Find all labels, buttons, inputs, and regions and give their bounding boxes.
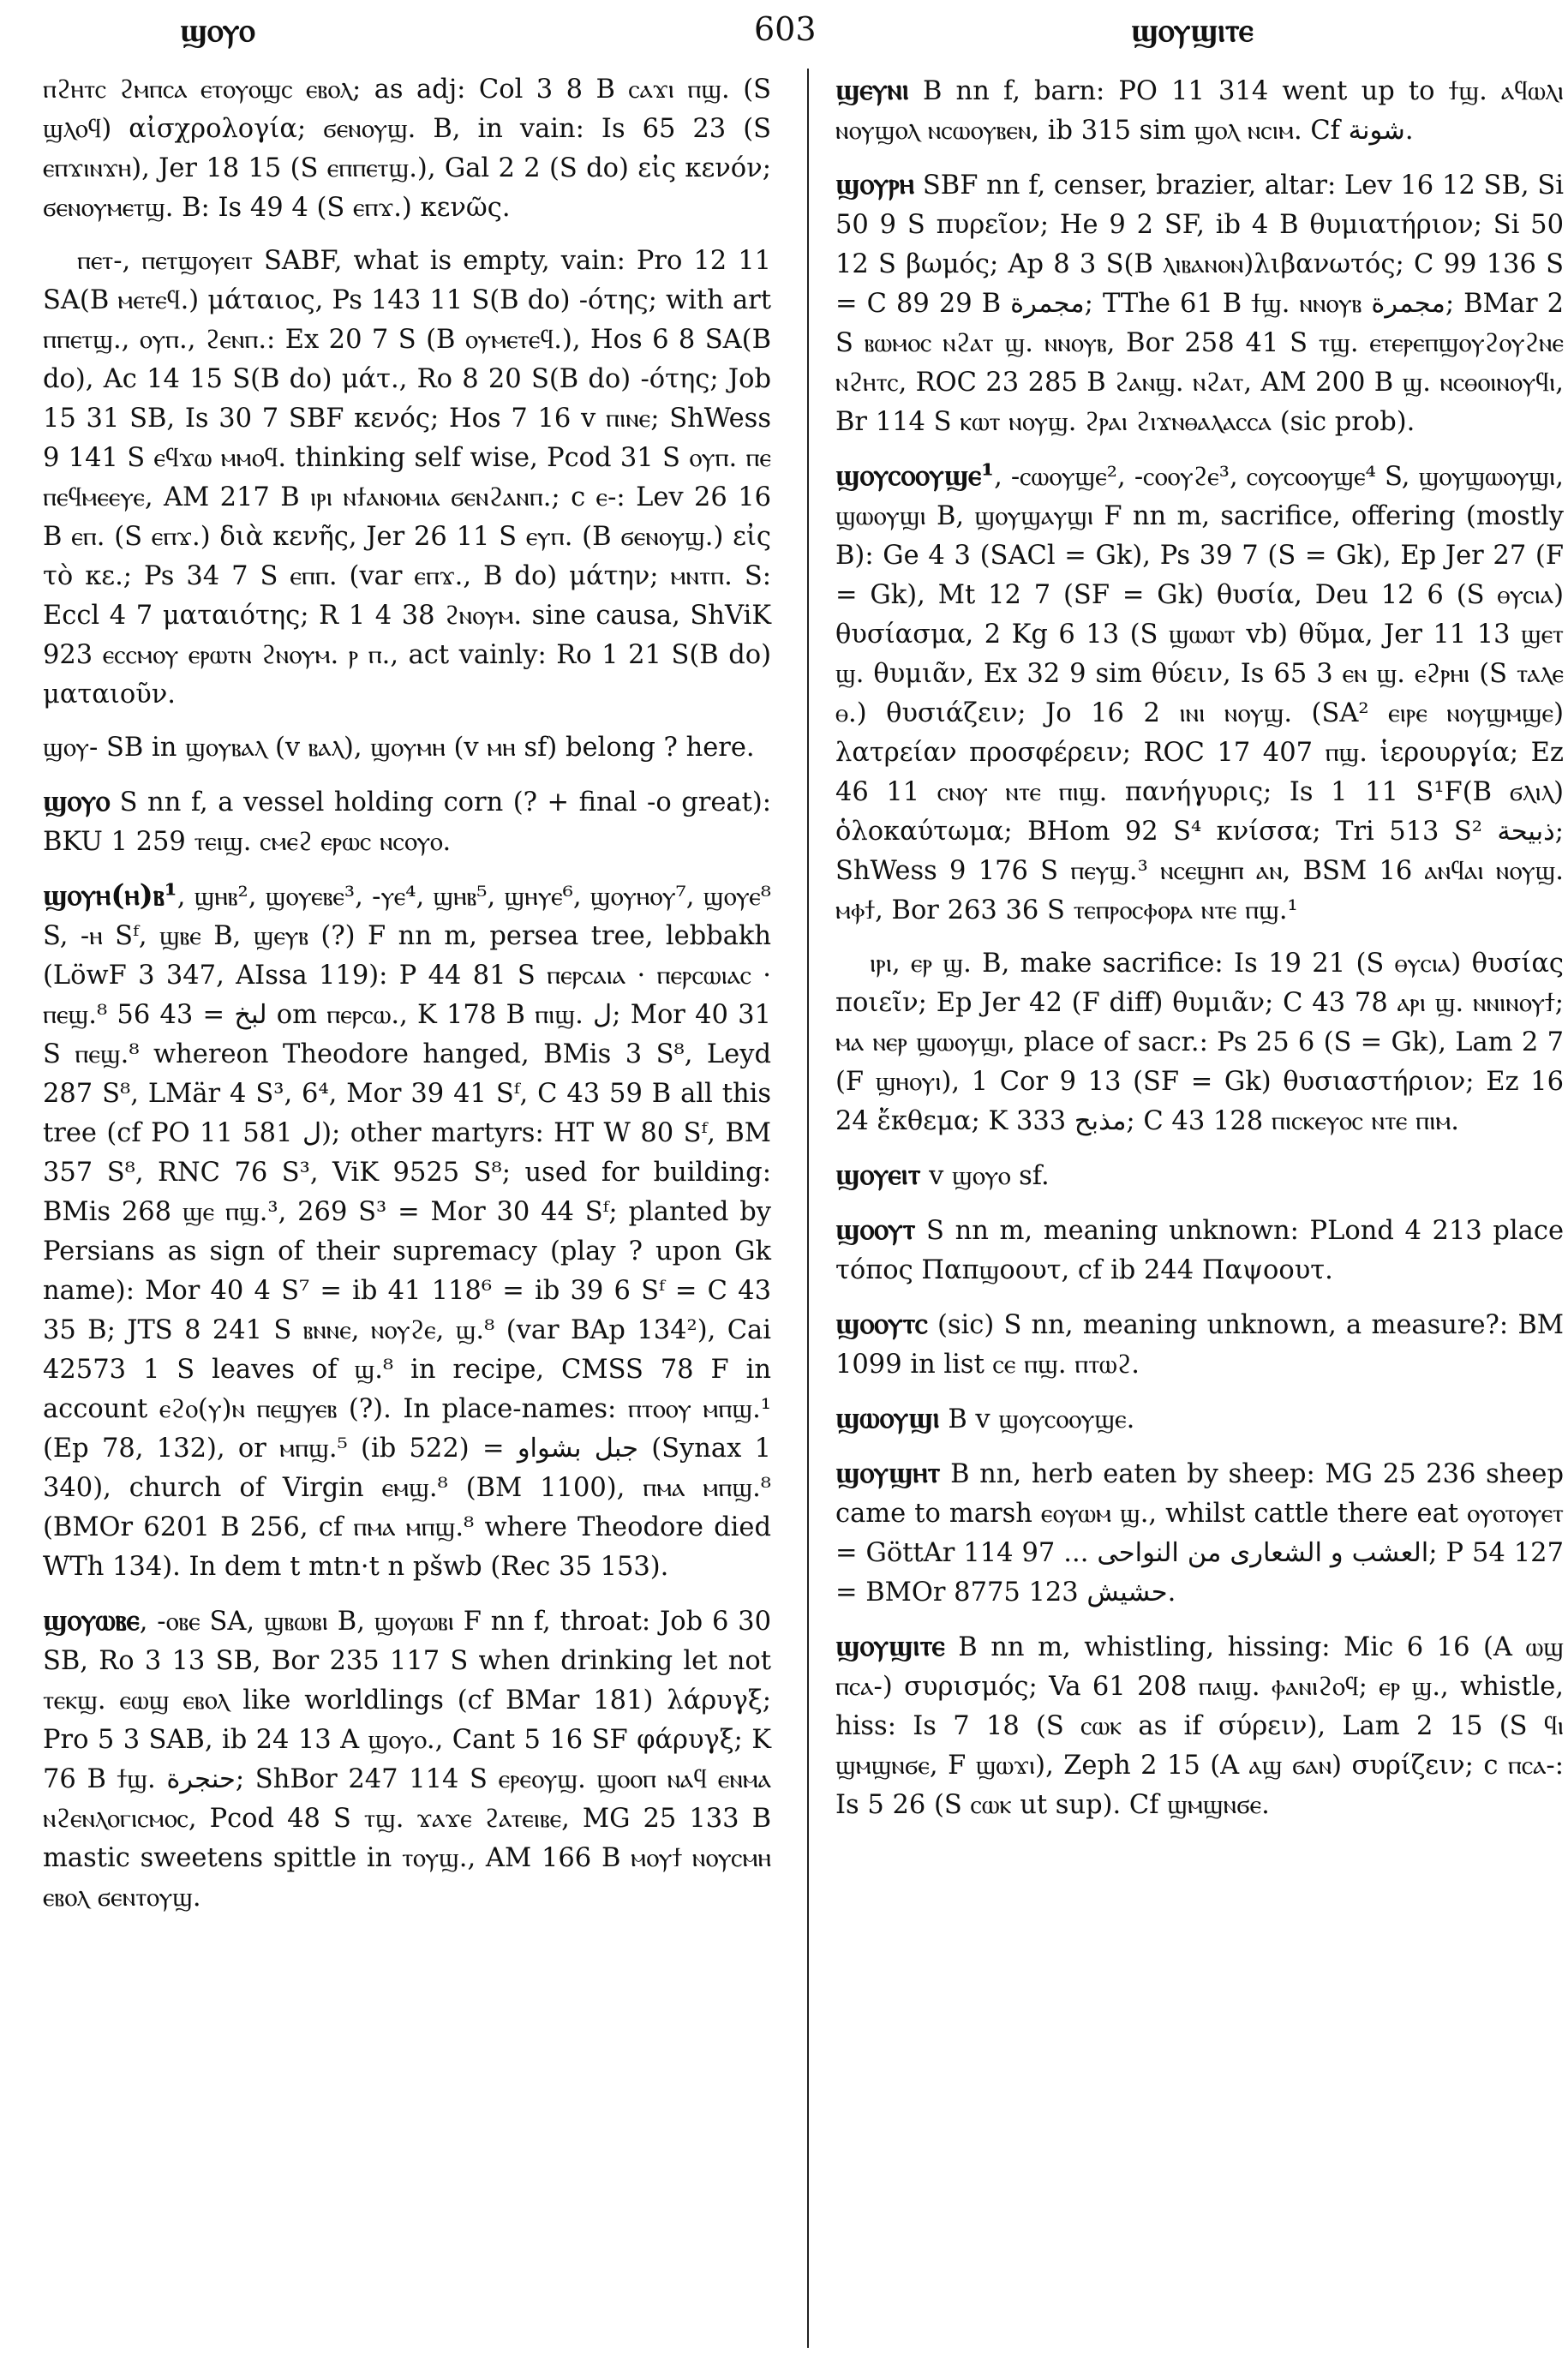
page-header (34, 0, 1534, 67)
left-column (43, 70, 771, 1931)
entry-text: B nn f, barn: PO 11 314 went up to ϯϣ. ⲁϥⲱⲗⲓ ⲛⲟⲩϣⲟⲗ ⲛⲥⲱⲟⲩⲃⲉⲛ, ib 315 sim ϣⲟⲗ ⲛⲥⲓⲙ. Cf شونة. (835, 76, 1564, 146)
dictionary-entry (835, 1398, 1564, 1440)
column-divider (807, 69, 809, 2348)
entry-text: S nn m, meaning unknown: PLond 4 213 place τόπος Παπϣοουτ, cf ib 244 Παψοουτ. (835, 1216, 1564, 1285)
entry-headword: ϣⲟⲩⲱⲃⲉ (43, 1603, 140, 1638)
entry-headword: ϣⲉⲩⲛⲓ (835, 73, 909, 107)
entry-headword: ϣⲟⲟⲩⲧ (835, 1212, 916, 1247)
entry-text: SBF nn f, censer, brazier, altar: Lev 16 12 SB, Si 50 9 S πυρεῖον; He 9 2 SF, ib 4 B θυμιατήριον; Si 50 12 S βωμός; Ap 8 3 S(B ⲗⲓⲃⲁⲛⲟⲛ)λιβανωτός; C 99 136 S = C 89 29 B مجمرة; TThe 61 B ϯϣ. ⲛⲛⲟⲩⲃ مجمرة; BMar 2 S ⲃⲱⲙⲟⲥ ⲛϩⲁⲧ ϣ. ⲛⲛⲟⲩⲃ, Bor 258 41 S ⲧϣ. ⲉⲧⲉⲣⲉⲡϣⲟⲩϩⲟⲩϩⲛⲉ ⲛϩⲏⲧⲥ, ROC 23 285 B ϩⲁⲛϣ. ⲛϩⲁⲧ, AM 200 B ϣ. ⲛⲥⲑⲟⲓⲛⲟⲩϥⲓ, Br 114 S ⲕⲱⲧ ⲛⲟⲩϣ. ϩⲣⲁⲓ ϩⲓϫⲛⲑⲁⲗⲁⲥⲥⲁ (sic prob). (835, 171, 1564, 437)
entry-headword: ϣⲟⲩϣⲏⲧ (835, 1456, 941, 1490)
dictionary-entry (835, 944, 1564, 1141)
entry-text: , -ⲟⲃⲉ SA, ϣⲃⲱⲃⲓ B, ϣⲟⲩⲱⲃⲓ F nn f, throat: Job 6 30 SB, Ro 3 13 SB, Bor 235 117 S when drinking let not ⲧⲉⲕϣ. ⲉⲱϣ ⲉⲃⲟⲗ like worldlings (cf BMar 181) λάρυγξ; Pro 5 3 SAB, ib 24 13 A ϣⲟⲩⲟ., Cant 5 16 SF φάρυγξ; K 76 B ϯϣ. حنجرة; ShBor 247 114 S ⲉⲣⲉⲟⲩϣ. ϣⲟⲟⲡ ⲛⲁϥ ⲉⲛⲙⲁ ⲛϩⲉⲛⲗⲟⲅⲓⲥⲙⲟⲥ, Pcod 48 S ⲧϣ. ϫⲁϫⲉ ϩⲁⲧⲉⲓⲃⲉ, MG 25 133 B mastic sweetens spittle in ⲧⲟⲩϣ., AM 166 B ⲙⲟⲩϯ ⲛⲟⲩⲥⲙⲏ ⲉⲃⲟⲗ ϭⲉⲛⲧⲟⲩϣ. (43, 1607, 771, 1913)
dictionary-entry (43, 242, 771, 715)
running-head-left: ϣⲟⲩⲟ (180, 10, 255, 49)
entry-headword: ϣⲟⲩⲉⲓⲧ (835, 1158, 921, 1192)
dictionary-entry (835, 1304, 1564, 1385)
entry-headword: ϣⲱⲟⲩϣⲓ (835, 1401, 940, 1435)
entry-text: ⲡⲉⲧ-, ⲡⲉⲧϣⲟⲩⲉⲓⲧ SABF, what is empty, vain: Pro 12 11 SA(B ⲙⲉⲧⲉϥ.) μάταιος, Ps 143 11 S(B do) -ότης; with art ⲡⲡⲉⲧϣ., ⲟⲩⲡ., ϩⲉⲛⲡ.: Ex 20 7 S (B ⲟⲩⲙⲉⲧⲉϥ.), Hos 6 8 SA(B do), Ac 14 15 S(B do) μάτ., Ro 8 20 S(B do) -ότης; Job 15 31 SB, Is 30 7 SBF κενός; Hos 7 16 v ⲡⲓⲛⲉ; ShWess 9 141 S ⲉϥϫⲱ ⲙⲙⲟϥ. thinking self wise, Pcod 31 S ⲟⲩⲡ. ⲡⲉ ⲡⲉϥⲙⲉⲉⲩⲉ, AM 217 B ⲓⲣⲓ ⲛϯⲁⲛⲟⲙⲓⲁ ϭⲉⲛϩⲁⲛⲡ.; c ⲉ-: Lev 26 16 B ⲉⲡ. (S ⲉⲡϫ.) διὰ κενῆς, Jer 26 11 S ⲉⲩⲡ. (B ϭⲉⲛⲟⲩϣ.) εἰς τὸ κε.; Ps 34 7 S ⲉⲡⲡ. (var ⲉⲡϫ., B do) μάτην; ⲙⲛⲧⲡ. S: Eccl 4 7 ματαιότης; R 1 4 38 ϩⲛⲟⲩⲙ. sine causa, ShViK 923 ⲉⲥⲥⲙⲟⲩ ⲉⲣⲱⲧⲛ ϩⲛⲟⲩⲙ. ⲣ ⲡ., act vainly: Ro 1 21 S(B do) ματαιοῦν. (43, 246, 771, 710)
entry-text: S nn f, a vessel holding corn (? + final -o great): BKU 1 259 ⲧⲉⲓϣ. ⲥⲙⲉϩ ⲉⲣⲱⲥ ⲛⲥⲟⲩⲟ. (43, 787, 771, 857)
dictionary-entry (43, 781, 771, 862)
entry-headword: ϣⲟⲩϣⲓⲧⲉ (835, 1629, 945, 1663)
dictionary-entry (43, 728, 771, 768)
page-number: 603 (754, 10, 817, 48)
dictionary-entry (835, 165, 1564, 442)
entry-text: , -ⲥⲱⲟⲩϣⲉ², -ⲥⲟⲟⲩϩⲉ³, ⲥⲟⲩⲥⲟⲟⲩϣⲉ⁴ S, ϣⲟⲩϣⲱⲟⲩϣⲓ, ϣⲱⲟⲩϣⲓ B, ϣⲟⲩϣⲁⲩϣⲓ F nn m, sacrifice, offering (mostly B): Ge 4 3 (SACl = Gk), Ps 39 7 (S = Gk), Ep Jer 27 (F = Gk), Mt 12 7 (SF = Gk) θυσία, Deu 12 6 (S ⲑⲩⲥⲓⲁ) θυσίασμα, 2 Kg 6 13 (S ϣⲱⲱⲧ vb) θῦμα, Jer 11 13 ϣⲉⲧ ϣ. θυμιᾶν, Ex 32 9 sim θύειν, Is 65 3 ⲉⲛ ϣ. ⲉϩⲣⲏⲓ (S ⲧⲁⲗⲉ ⲑ.) θυσιάζειν; Jo 16 2 ⲓⲛⲓ ⲛⲟⲩϣ. (SA² ⲉⲓⲣⲉ ⲛⲟⲩϣⲙϣⲉ) λατρείαν προσφέρειν; ROC 17 407 ⲡϣ. ἱερουργία; Ez 46 11 ⲥⲛⲟⲩ ⲛⲧⲉ ⲡⲓϣ. πανήγυρις; Is 1 11 S¹F(B ϭⲗⲓⲗ) ὁλοκαύτωμα; BHom 92 S⁴ κνίσσα; Tri 513 S² ذبيحة; ShWess 9 176 S ⲡⲉⲩϣ.³ ⲛⲥⲉϣⲏⲡ ⲁⲛ, BSM 16 ⲁⲛϥⲁⲓ ⲛⲟⲩϣ. ⲙⲫϯ, Bor 263 36 S ⲧⲉⲡⲣⲟⲥⲫⲟⲣⲁ ⲛⲧⲉ ⲡϣ.¹ (835, 462, 1564, 925)
dictionary-entry (835, 456, 1564, 931)
entry-headword: ϣⲟⲩⲟ (43, 784, 111, 818)
dictionary-entry (43, 876, 771, 1587)
running-head-right: ϣⲟⲩϣⲓⲧⲉ (1131, 10, 1254, 49)
entry-headword: ϣⲟⲩⲣⲏ (835, 167, 915, 201)
entry-text: v ϣⲟⲩⲟ sf. (920, 1161, 1050, 1191)
entry-text: ϣⲟⲩ- SB in ϣⲟⲩⲃⲁⲗ (v ⲃⲁⲗ), ϣⲟⲩⲙⲏ (v ⲙⲏ sf) belong ? here. (43, 733, 755, 763)
dictionary-entry (43, 1601, 771, 1918)
entry-text: ⲡϩⲏⲧⲥ ϩⲙⲡⲥⲁ ⲉⲧⲟⲩⲟϣⲥ ⲉⲃⲟⲗ; as adj: Col 3 8 B ⲥⲁϫⲓ ⲡϣ. (S ϣⲗⲟϥ) αἰσχρολογία; ϭⲉⲛⲟⲩϣ. B, in vain: Is 65 23 (S ⲉⲡϫⲓⲛϫⲏ), Jer 18 15 (S ⲉⲡⲡⲉⲧϣ.), Gal 2 2 (S do) εἰς κενόν; ϭⲉⲛⲟⲩⲙⲉⲧϣ. B: Is 49 4 (S ⲉⲡϫ.) κενῶς. (43, 75, 771, 223)
entry-text: B nn, herb eaten by sheep: MG 25 236 sheep came to marsh ⲉⲟⲩⲱⲙ ϣ., whilst cattle there eat ⲟⲩⲟⲧⲟⲩⲉⲧ = GöttAr 114 97 ... العشب و الشعارى من النواحى; P 54 127 = BMOr 8775 123 حشيش. (835, 1459, 1564, 1608)
dictionary-entry (835, 1155, 1564, 1196)
entry-headword: ϣⲟⲩⲥⲟⲟⲩϣⲉ¹ (835, 458, 995, 493)
dictionary-page (34, 0, 1564, 2365)
right-column (835, 70, 1564, 1839)
dictionary-entry (43, 70, 771, 228)
entry-text: B v ϣⲟⲩⲥⲟⲟⲩϣⲉ. (939, 1404, 1135, 1434)
entry-headword: ϣⲟⲩⲏ(ⲏ)ⲃ¹ (43, 878, 177, 913)
dictionary-entry (835, 1453, 1564, 1613)
entry-headword: ϣⲟⲟⲩⲧⲥ (835, 1307, 928, 1341)
dictionary-entry (835, 1626, 1564, 1825)
entry-text: , ϣⲏⲃ², ϣⲟⲩⲉⲃⲉ³, -ⲩⲉ⁴, ϣⲏⲃ⁵, ϣⲏⲩⲉ⁶, ϣⲟⲩⲏⲟⲩ⁷, ϣⲟⲩⲉ⁸ S, -ⲏ Sᶠ, ϣⲃⲉ B, ϣⲉⲩⲃ (?) F nn m, persea tree, lebbakh (LöwF 3 347, AIssa 119): P 44 81 S ⲡⲉⲣⲥⲁⲓⲁ · ⲡⲉⲣⲥⲱⲓⲁⲥ · ⲡⲉϣ.⁸ لبخ = 43 56 om ⲡⲉⲣⲥⲱ., K 178 B ⲡⲓϣ. ل; Mor 40 31 S ⲡⲉϣ.⁸ whereon Theodore hanged, BMis 3 S⁸, Leyd 287 S⁸, LMär 4 S³, 6⁴, Mor 39 41 Sᶠ, C 43 59 B all this tree (cf PO 11 581 ل); other martyrs: HT W 80 Sᶠ, BM 357 S⁸, RNC 76 S³, ViK 9525 S⁸; used for building: BMis 268 ϣⲉ ⲡϣ.³, 269 S³ = Mor 30 44 Sᶠ; planted by Persians as sign of their supremacy (play ? upon Gk name): Mor 40 4 S⁷ = ib 41 118⁶ = ib 39 6 Sᶠ = C 43 35 B; JTS 8 241 S ⲃⲛⲛⲉ, ⲛⲟⲩϩⲉ, ϣ.⁸ (var BAp 134²), Cai 42573 1 S leaves of ϣ.⁸ in recipe, CMSS 78 F in account ⲉϩⲟ(ⲩ)ⲛ ⲡⲉϣⲩⲉⲃ (?). In place-names: ⲡⲧⲟⲟⲩ ⲙⲡϣ.¹ (Ep 78, 132), or ⲙⲡϣ.⁵ (ib 522) = جبل بشواو (Synax 1 340), church of Virgin ⲉⲙϣ.⁸ (BM 1100), ⲡⲙⲁ ⲙⲡϣ.⁸ (BMOr 6201 B 256, cf ⲡⲙⲁ ⲙⲡϣ.⁸ where Theodore died WTh 134). In dem t mtn·t n pšwb (Rec 35 153). (43, 882, 771, 1582)
entry-text: (sic) S nn, meaning unknown, a measure?: BM 1099 in list ⲥⲉ ⲡϣ. ⲡⲧⲱϩ. (835, 1310, 1564, 1380)
dictionary-entry (835, 1210, 1564, 1290)
entry-text: B nn m, whistling, hissing: Mic 6 16 (A ⲱϣ ⲡⲥⲁ-) συρισμός; Va 61 208 ⲡⲁⲓϣ. ⲫⲁⲛⲓϩⲟϥ; ⲉⲣ ϣ., whistle, hiss: Is 7 18 (S ⲥⲱⲕ as if σύρειν), Lam 2 15 (S ϥⲓ ϣⲙϣⲛϭⲉ, F ϣⲱϫⲓ), Zeph 2 15 (A ⲁϣ ϭⲁⲛ) συρίζειν; c ⲡⲥⲁ-: Is 5 26 (S ⲥⲱⲕ ut sup). Cf ϣⲙϣⲛϭⲉ. (835, 1632, 1564, 1820)
dictionary-entry (835, 70, 1564, 151)
entry-text: ⲓⲣⲓ, ⲉⲣ ϣ. B, make sacrifice: Is 19 21 (S ⲑⲩⲥⲓⲁ) θυσίας ποιεῖν; Ep Jer 42 (F diff) θυμιᾶν; C 43 78 ⲁⲣⲓ ϣ. ⲛⲛⲓⲛⲟⲩϯ; ⲙⲁ ⲛⲉⲣ ϣⲱⲟⲩϣⲓ, place of sacr.: Ps 25 6 (S = Gk), Lam 2 7 (F ϣⲏⲟⲩⲓ), 1 Cor 9 13 (SF = Gk) θυσιαστήριον; Ez 16 24 ἔκθεμα; K 333 مذبح; C 43 128 ⲡⲓⲥⲕⲉⲩⲟⲥ ⲛⲧⲉ ⲡⲓⲙ. (835, 949, 1564, 1136)
